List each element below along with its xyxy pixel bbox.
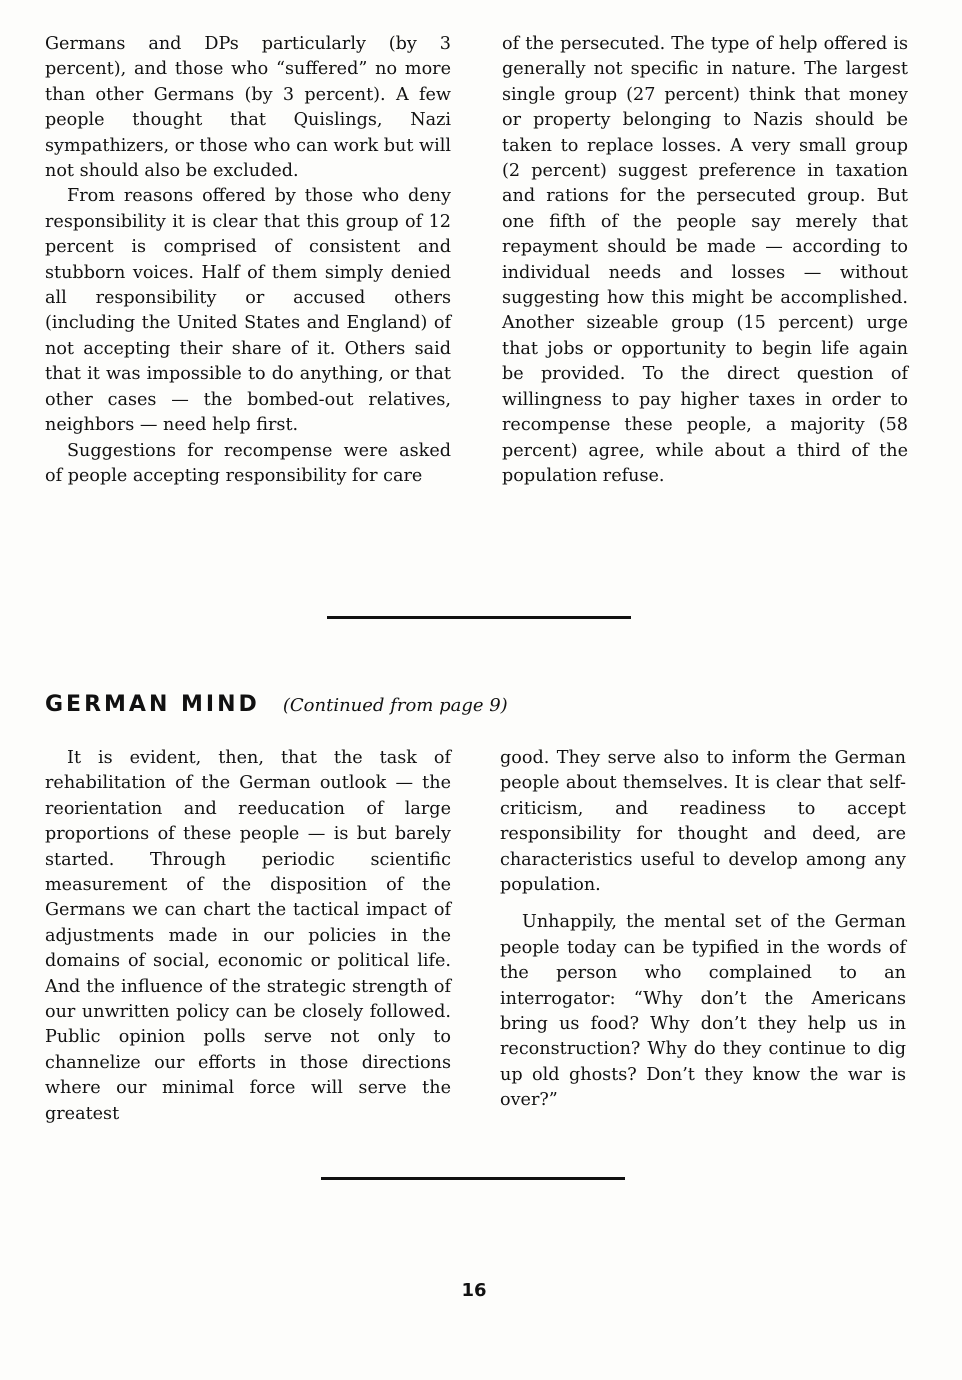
top-left-paragraph-2: From reasons offered by those who deny responsibility it is clear that this group of 12 percent is comprised of consistent and stubborn voices. Half of them simply denied all responsibility or accused others (including the United States and England) of not accepting their share of it. Others said that it was impossible to do anything, or that other cases — the bombed-out relatives, neighbors — need help first. <box>45 186 451 436</box>
german-mind-heading <box>45 692 508 717</box>
german-mind-left-paragraph-1: It is evident, then, that the task of rehabilitation of the German outlook — the reorientation and reeducation of large proportions of these people — is but barely started. Through periodic scientific measurement of the disposition of the Germans we can chart the tactical impact of adjustments made in our policies in the domains of social, economic or political life. And the influence of the strategic strength of our unwritten policy can be closely followed. Public opinion polls serve not only to channelize our efforts in those directions where our minimal force will serve the greatest <box>45 748 451 1124</box>
section-divider-bottom <box>321 1177 625 1180</box>
top-left-paragraph-1: Germans and DPs particularly (by 3 percent), and those who “suffered” no more than other Germans (by 3 percent). A few people thought that Quislings, Nazi sympathizers, or those who can work but will not should also be excluded. <box>45 34 451 182</box>
german-mind-right-paragraph-1: good. They serve also to inform the German people about themselves. It is clear that self-criticism, and readiness to accept responsibility for thought and deed, are characteristics useful to develop among any population. <box>500 748 906 896</box>
german-mind-right-column <box>500 746 906 1114</box>
top-left-column <box>45 32 451 489</box>
german-mind-right-paragraph-2: Unhappily, the mental set of the German people today can be typified in the words of the person who complained to an interrogator: “Why don’t the Americans bring us food? Why don’t they help us in reconstruction? Why do they continue to dig up old ghosts? Don’t they know the war is over?” <box>500 912 906 1111</box>
german-mind-left-column <box>45 746 451 1127</box>
section-divider-top <box>327 616 631 619</box>
german-mind-title: GERMAN MIND <box>45 692 260 717</box>
page-number: 16 <box>461 1280 487 1301</box>
continued-note: (Continued from page 9) <box>282 695 508 716</box>
top-right-column <box>502 32 908 489</box>
top-right-paragraph-1: of the persecuted. The type of help offered is generally not specific in nature. The largest single group (27 percent) think that money or property belonging to Nazis should be taken to replace losses. A very small group (2 percent) suggest preference in taxation and rations for the persecuted group. But one fifth of the people say merely that repayment should be made — according to individual needs and losses — without suggesting how this might be accomplished. Another sizeable group (15 percent) urge that jobs or opportunity to begin life again be provided. To the direct question of willingness to pay higher taxes in order to recompense these people, a majority (58 percent) agree, while about a third of the population refuse. <box>502 34 908 486</box>
top-left-paragraph-3: Suggestions for recompense were asked of people accepting responsibility for care <box>45 440 451 486</box>
